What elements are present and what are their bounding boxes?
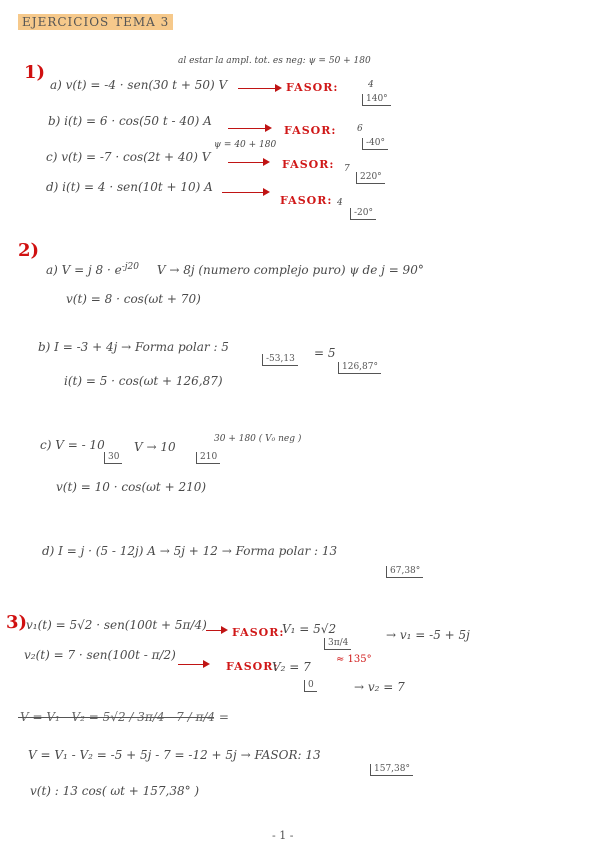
eq-2c-time: v(t) = 10 · cos(ωt + 210) xyxy=(56,480,207,494)
fasor-val-3-v1: V₁ = 5√2 xyxy=(282,622,337,636)
eq-2a-time: v(t) = 8 · cos(ωt + 70) xyxy=(66,292,201,306)
eq-2d-angle: 67,38° xyxy=(386,566,423,578)
eq-2a-exponent: -j20 xyxy=(121,262,140,272)
eq-3-time: v(t) : 13 cos( ωt + 157,38° ) xyxy=(30,784,200,798)
eq-2b: b) I = -3 + 4j → Forma polar : 5 xyxy=(38,340,229,354)
fasor-mag-1a: 4 xyxy=(368,80,374,90)
note-1c: ψ = 40 + 180 xyxy=(214,140,277,150)
eq-2b-eq: = 5 xyxy=(314,346,336,360)
fasor-angle-1c: 220° xyxy=(356,172,385,184)
eq-2c-mid: V → 10 xyxy=(134,440,176,454)
result-3-v2: → v₂ = 7 xyxy=(354,680,405,694)
fasor-mag-1d: 4 xyxy=(337,198,343,208)
eq-2b-angle: -53,13 xyxy=(262,354,298,366)
eq-3-v1: v₁(t) = 5√2 · sen(100t + 5π/4) xyxy=(26,618,207,632)
fasor-mag-1c: 7 xyxy=(344,164,350,174)
page-title: EJERCICIOS TEMA 3 xyxy=(18,14,173,30)
page-number: - 1 - xyxy=(272,829,294,842)
eq-2a-rest: V → 8j (numero complejo puro) ψ de j = 90° xyxy=(156,263,424,277)
fasor-label-1d: FASOR: xyxy=(280,194,333,207)
result-3-v1: → v₁ = -5 + 5j xyxy=(386,628,470,642)
arrow-1d xyxy=(222,192,268,193)
fasor-angle-3-v1: 3π/4 xyxy=(324,638,351,650)
fasor-angle-1d: -20° xyxy=(350,208,376,220)
eq-2c-angle2: 210 xyxy=(196,452,220,464)
fasor-val-3-v2: V₂ = 7 xyxy=(272,660,311,674)
section-1-note: al estar la ampl. tot. es neg: ψ = 50 + 180 xyxy=(178,56,371,66)
fasor-angle-1b: -40° xyxy=(362,138,388,150)
fasor-label-1c: FASOR: xyxy=(282,158,335,171)
fasor-label-3-v1: FASOR: xyxy=(232,626,285,639)
eq-2b-angle2: 126,87° xyxy=(338,362,381,374)
fasor-label-1a: FASOR: xyxy=(286,81,339,94)
strikethrough-line xyxy=(18,717,214,718)
eq-2d: d) I = j · (5 - 12j) A → 5j + 12 → Forma polar : 13 xyxy=(42,544,338,558)
section-3-number: 3) xyxy=(6,612,28,633)
fasor-angle-3-v2: 0 xyxy=(304,680,317,692)
fasor-label-1b: FASOR: xyxy=(284,124,337,137)
eq-3-difference: V = V₁ - V₂ = -5 + 5j - 7 = -12 + 5j → FASOR: 13 xyxy=(28,748,321,762)
eq-3-angle: 157,38° xyxy=(370,764,413,776)
fasor-angle-1a: 140° xyxy=(362,94,391,106)
arrow-1c xyxy=(228,162,268,163)
arrow-3-v1 xyxy=(206,630,226,631)
section-2-number: 2) xyxy=(18,240,40,261)
eq-3-v2: v₂(t) = 7 · sen(100t - π/2) xyxy=(24,648,176,662)
arrow-1b xyxy=(228,128,270,129)
arrow-1a xyxy=(238,88,280,89)
eq-3-crossed: V = V₁ - V₂ = 5√2 / 3π/4 - 7 / π/4 = xyxy=(20,710,229,724)
eq-2a xyxy=(46,262,424,277)
arrow-3-v2 xyxy=(178,664,208,665)
section-1-number: 1) xyxy=(24,62,46,83)
fasor-label-3-v2: FASOR: xyxy=(226,660,279,673)
eq-2b-time: i(t) = 5 · cos(ωt + 126,87) xyxy=(64,374,223,388)
fasor-mag-1b: 6 xyxy=(357,124,363,134)
eq-2c-note: 30 + 180 ( V₀ neg ) xyxy=(214,434,302,444)
eq-2c: c) V = - 10 xyxy=(40,438,105,452)
eq-1d: d) i(t) = 4 · sen(10t + 10) A xyxy=(46,180,213,194)
eq-1b: b) i(t) = 6 · cos(50 t - 40) A xyxy=(48,114,212,128)
eq-2c-angle: 30 xyxy=(104,452,122,464)
fasor-deg-3-v1: ≈ 135° xyxy=(336,654,372,665)
eq-1c: c) v(t) = -7 · cos(2t + 40) V xyxy=(46,150,211,164)
eq-1a: a) v(t) = -4 · sen(30 t + 50) V xyxy=(50,78,228,92)
eq-2a-base: a) V = j 8 · e xyxy=(46,263,122,277)
